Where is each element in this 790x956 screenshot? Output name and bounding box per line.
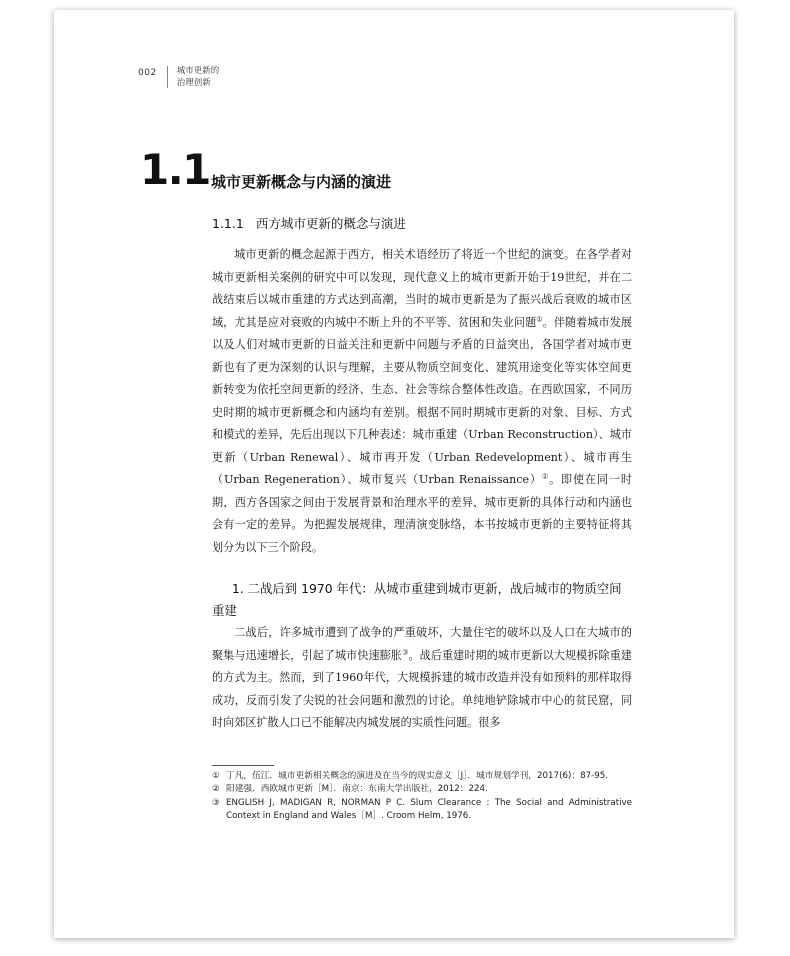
footnote-text: 阳建强．西欧城市更新［M］．南京：东南大学出版社，2012：224. [226,784,488,795]
paragraph-2-text-a: 二战后，许多城市遭到了战争的严重破坏，大量住宅的破坏以及人口在大城市的聚集与迅速增长，引起了城市快速膨胀 [212,626,632,662]
footnote-ref-1[interactable]: ① [536,314,543,323]
stage-1-heading: 1. 二战后到 1970 年代：从城市重建到城市更新，战后城市的物质空间重建 [212,581,622,618]
running-head-book-title [177,66,220,89]
footnote-divider [212,765,274,766]
paragraph-2 [212,622,632,735]
page-number: 002 [138,68,157,78]
paragraph-1 [212,244,632,559]
subsection-number: 1.1.1 [212,216,244,231]
paragraph-1-text-b: 。伴随着城市发展以及人们对城市更新的日益关注和更新中问题与矛盾的日益突出，各国学者对城市更新也有了更为深刻的认识与理解，主要从物质空间变化、建筑用途变化等实体空间更新转变为依托空间更新的经济、生态、社会等综合整体性改造。在西欧国家，不同历史时期的城市更新概念和内涵均有差别。根据不同时期城市更新的对象、目标、方式和模式的差异，先后出现以下几种表述：城市重建（Urban Reconstruction）、城市更新（Urban Renewal）、城市再开发（Urban Redevelopment）、城市再生（Urban Regeneration）、城市复兴（Urban Renaissance） [212,315,632,486]
running-head [138,66,219,89]
book-title-line2: 治理创新 [176,77,211,88]
footnote-3 [212,797,632,824]
paragraph-1-text-c: 。即使在同一时期，西方各国家之间由于发展背景和治理水平的差异，城市更新的具体行动和内涵也会有一定的差异。为把握发展规律，理清演变脉络，本书按城市更新的主要特征将其划分为以下三个阶段。 [212,473,632,554]
footnote-1 [212,770,632,783]
footnote-text: ENGLISH J, MADIGAN R, NORMAN P C. Slum Clearance : The Social and Administrative Context in England and Wales［M］. Croom Helm, 1976. [226,797,632,821]
paragraph-2-text-b: 。战后重建时期的城市更新以大规模拆除重建的方式为主。然而，到了1960年代，大规模拆建的城市改造并没有如预料的那样取得成功，反而引发了尖锐的社会问题和激烈的讨论。单纯地铲除城市中心的贫民窟，同时向郊区扩散人口已不能解决内城发展的实质性问题。很多 [212,648,632,729]
footnote-mark: ③ [212,797,220,808]
running-head-divider [167,66,168,88]
footnote-text: 丁凡，伍江．城市更新相关概念的演进及在当今的现实意义［J］．城市规划学刊，2017(6)：87-95. [226,771,609,781]
footnote-mark: ① [212,771,220,781]
book-title-line1: 城市更新的 [176,66,220,76]
paragraph-1-text-a: 城市更新的概念起源于西方，相关术语经历了将近一个世纪的演变。在各学者对城市更新相关案例的研究中可以发现，现代意义上的城市更新开始于19世纪，并在二战结束后以城市重建的方式达到高潮，当时的城市更新是为了振兴战后衰败的城市区域，尤其是应对衰败的内城中不断上升的不平等、贫困和失业问题 [212,248,632,329]
footnote-ref-3[interactable]: ③ [402,647,409,656]
footnotes [212,770,632,823]
footnote-2 [212,783,632,796]
section-number: 1.1 [140,145,210,194]
subsection-heading [212,214,406,232]
section-title: 城市更新概念与内涵的演进 [211,173,392,191]
subsection-title: 西方城市更新的概念与演进 [255,216,406,231]
footnote-mark: ② [212,784,220,795]
footnote-ref-2[interactable]: ② [541,472,550,481]
